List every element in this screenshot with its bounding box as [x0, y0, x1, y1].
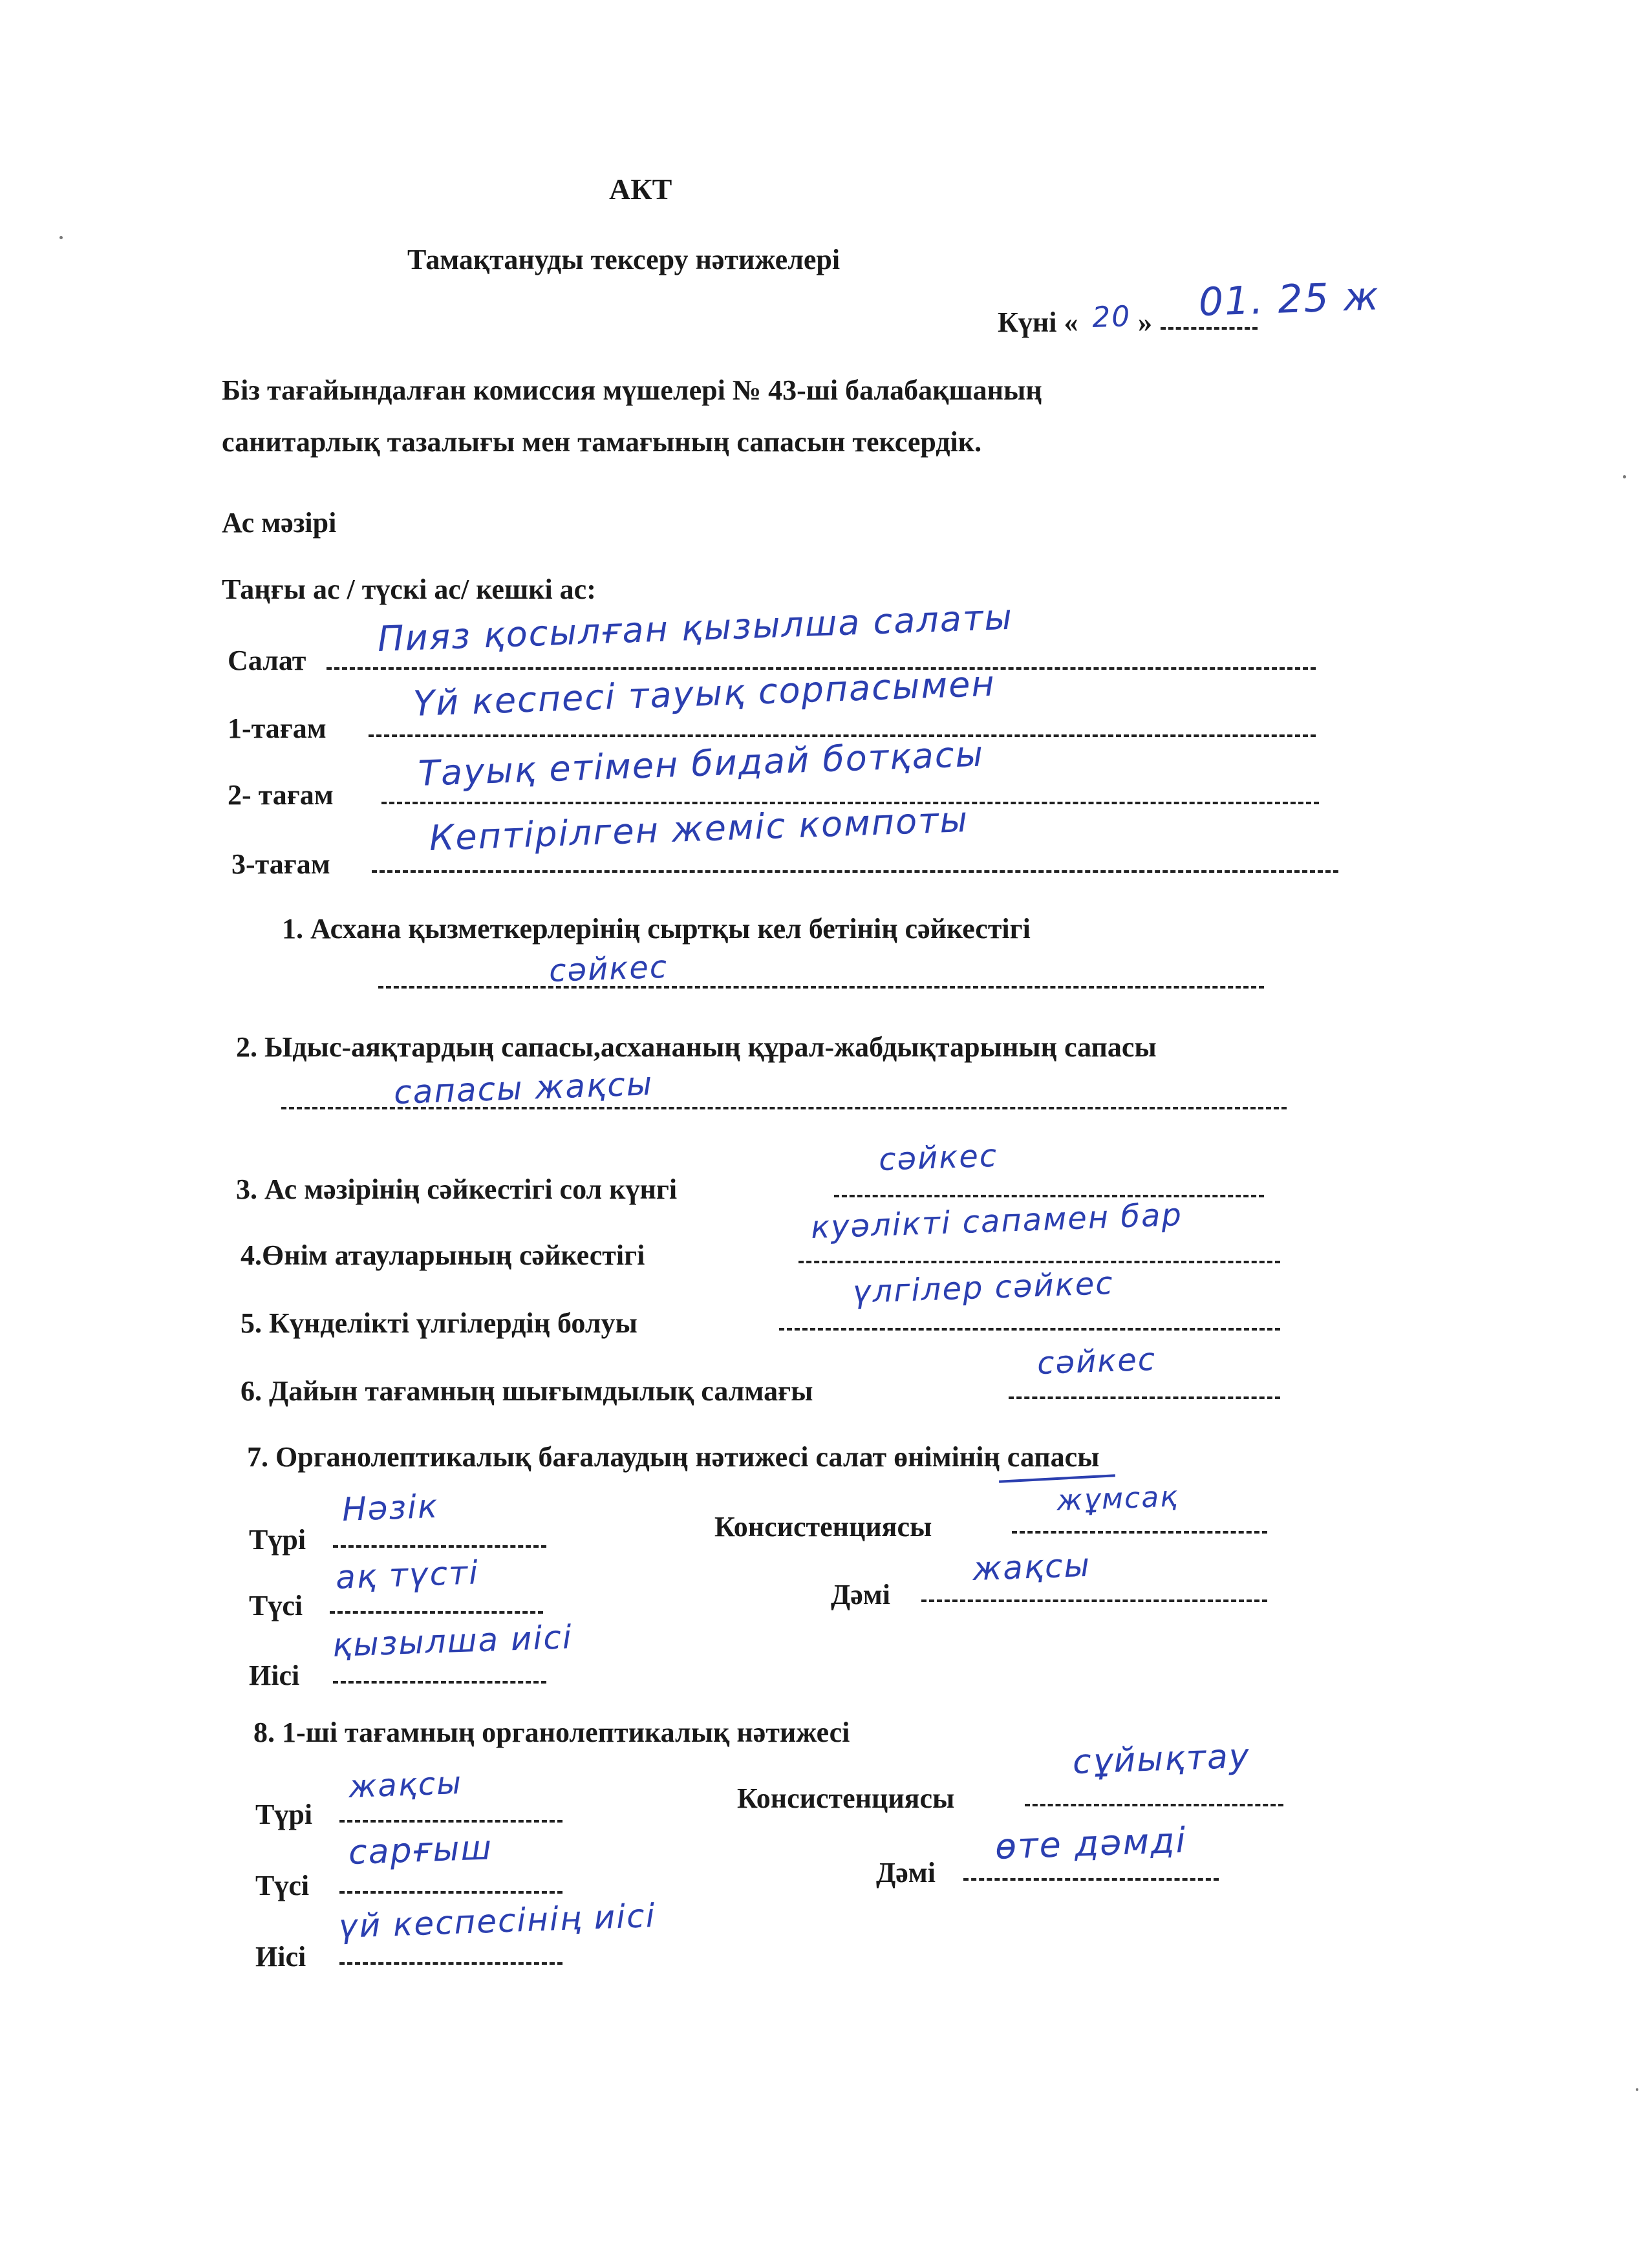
menu-row-label: 2- тағам	[228, 779, 334, 811]
field-label: Дәмі	[831, 1579, 890, 1610]
field-value: ақ түсті	[335, 1554, 480, 1596]
check-value: сәйкес	[548, 948, 669, 989]
check-dashes	[1009, 1396, 1280, 1399]
handwritten-underline	[999, 1474, 1115, 1482]
menu-row-dashes	[372, 870, 1338, 873]
field-dashes	[339, 1891, 562, 1894]
field-value: қызылша иісі	[332, 1618, 573, 1664]
field-dashes	[339, 1962, 562, 1965]
menu-row-label: Салат	[228, 645, 306, 676]
field-dashes	[330, 1611, 543, 1614]
field-dashes	[1025, 1804, 1283, 1806]
field-value: жақсы	[348, 1764, 463, 1805]
scan-speck	[1623, 475, 1626, 478]
check-label: 6. Дайын тағамның шығымдылық салмағы	[241, 1375, 813, 1407]
check-dashes	[378, 986, 1264, 989]
menu-row-value: Үй кеспесі тауық сорпасымен	[412, 663, 996, 724]
check-label-underlined: салат	[815, 1441, 887, 1473]
field-label: Түсі	[249, 1590, 303, 1621]
page-subtitle: Тамақтануды тексеру нәтижелері	[407, 244, 841, 275]
check-value: үлгілер сәйкес	[852, 1265, 1115, 1311]
check-value: куәлікті сапамен бар	[810, 1196, 1183, 1246]
field-value: өте дәмді	[994, 1819, 1188, 1867]
field-label: Түсі	[255, 1870, 310, 1901]
field-label: Иісі	[249, 1660, 300, 1691]
date-label: Күні «	[998, 306, 1078, 338]
field-value: үй кеспесінің иісі	[338, 1896, 657, 1945]
check-item-8-label: 8. 1-ші тағамның органолептикалық нәтижесі	[253, 1717, 850, 1748]
intro-line-2: санитарлық тазалығы мен тамағының сапасын тексердік.	[222, 426, 982, 458]
field-label: Консистенциясы	[737, 1782, 955, 1814]
date-handwritten: 01. 25 ж	[1197, 273, 1380, 325]
menu-row-value: Тауық етімен бидай ботқасы	[417, 733, 985, 794]
check-label: 3. Ас мәзірінің сәйкестігі сол күнгі	[236, 1173, 678, 1205]
field-value: жұмсақ	[1056, 1480, 1179, 1517]
menu-row-label: 3-тағам	[231, 848, 330, 880]
intro-line-1: Біз тағайындалған комиссия мүшелері № 43-ші балабақшаның	[222, 374, 1042, 406]
check-dashes	[779, 1328, 1280, 1331]
field-label: Консистенциясы	[714, 1511, 932, 1543]
date-day-handwritten: 20	[1091, 299, 1132, 334]
field-dashes	[339, 1820, 562, 1823]
field-value: сұйықтау	[1072, 1737, 1251, 1782]
check-label: 4.Өнім атауларының сәйкестігі	[241, 1239, 645, 1271]
scan-speck	[1636, 2088, 1638, 2091]
field-label: Түрі	[249, 1524, 306, 1556]
check-label: 2. Ыдыс-аяқтардың сапасы,асхананың құрал-жабдықтарының сапасы	[236, 1031, 1157, 1063]
menu-row-value: Кептірілген жеміс компоты	[428, 798, 970, 859]
check-dashes	[834, 1195, 1264, 1197]
check-value: сәйкес	[1036, 1341, 1157, 1382]
field-value: Нәзік	[341, 1487, 440, 1528]
field-dashes	[963, 1878, 1219, 1881]
field-dashes	[333, 1681, 546, 1684]
check-label	[247, 1443, 1100, 1471]
field-dashes	[1012, 1531, 1267, 1534]
check-label: 1. Асхана қызметкерлерінің сыртқы кел бетінің сәйкестігі	[282, 913, 1031, 945]
check-dashes	[798, 1261, 1280, 1263]
field-label: Дәмі	[876, 1857, 936, 1888]
field-label: Түрі	[255, 1799, 313, 1830]
check-value: сапасы жақсы	[393, 1065, 654, 1111]
field-value: сарғыш	[348, 1828, 494, 1872]
field-dashes	[333, 1545, 546, 1548]
check-label-start: 7. Органолептикалық бағалаудың нәтижесі	[247, 1441, 816, 1473]
menu-row-dashes	[369, 734, 1316, 737]
scan-speck	[59, 236, 63, 239]
check-label-end: өнімінің сапасы	[886, 1441, 1100, 1473]
menu-heading: Ас мәзірі	[222, 507, 337, 539]
date-close: »	[1138, 306, 1152, 338]
check-label: 5. Күнделікті үлгілердің болуы	[241, 1307, 638, 1339]
menu-row-value: Пияз қосылған қызылша салаты	[376, 596, 1014, 659]
date-dashes	[1161, 327, 1258, 330]
page-title: АКТ	[609, 173, 672, 206]
field-value: жақсы	[972, 1546, 1091, 1588]
field-dashes	[921, 1599, 1267, 1602]
check-value: сәйкес	[878, 1137, 999, 1178]
field-label: Иісі	[255, 1941, 306, 1973]
meals-label: Таңғы ас / түскі ас/ кешкі ас:	[222, 573, 596, 605]
menu-row-label: 1-тағам	[228, 712, 327, 744]
